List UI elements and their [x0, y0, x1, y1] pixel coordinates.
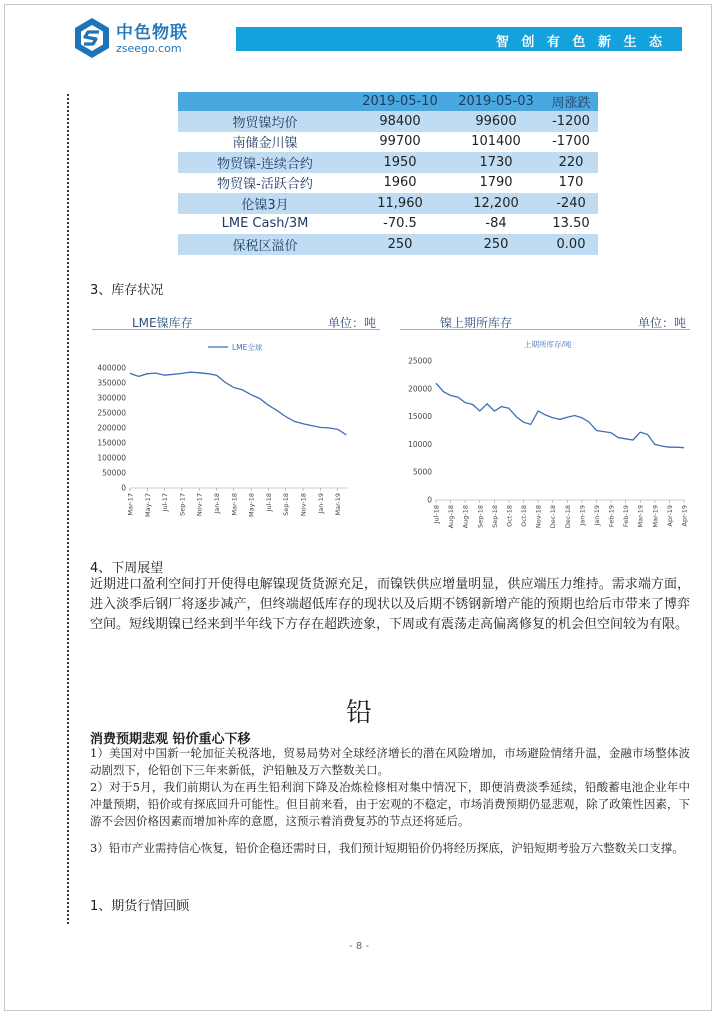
- x-tick-label: Dec-18: [563, 505, 572, 529]
- row-label: 伦镍3月: [178, 193, 352, 214]
- lead-point-2: 2）对于5月，我们前期认为在再生铅利润下降及冶炼检修相对集中情况下，即便消费淡季延续，铅酸蓄电池企业年中冲量预期，铅价或有探底回升可能性。但目前来看，由于宏观的不稳定，市场消费预期仍显悲观，除了政策性因素，下游不会因价格因素而增加补库的意愿，这预示着消费复苏的节点还将延后。: [90, 780, 690, 828]
- table-header-cell: 2019-05-03: [448, 92, 544, 111]
- table-cell: 101400: [448, 132, 544, 153]
- lead-point-3: 3）铅市产业需持信心恢复，铅价企稳还需时日，我们预计短期铅价仍将经历探底，沪铅短期考验万六整数关口支撑。: [90, 841, 684, 855]
- x-tick-label: Jul-18: [264, 493, 273, 512]
- x-tick-label: Sep-17: [178, 493, 187, 516]
- table-header-cell: 2019-05-10: [352, 92, 448, 111]
- table-cell: 220: [544, 152, 598, 173]
- x-tick-label: Apr-19: [680, 505, 689, 527]
- y-tick-label: 0: [121, 483, 126, 493]
- section-heading-futures-review: 1、期货行情回顾: [90, 899, 190, 914]
- table-cell: 1950: [352, 152, 448, 173]
- x-tick-label: Jan-18: [213, 493, 222, 514]
- table-row: [178, 132, 598, 153]
- table-cell: 12,200: [448, 193, 544, 214]
- table-cell: 13.50: [544, 214, 598, 235]
- row-label: 物贸镍-连续合约: [178, 152, 352, 173]
- outlook-paragraph: 近期进口盈利空间打开使得电解镍现货货源充足，而镍铁供应增量明显，供应端压力维持。需求端方面，进入淡季后钢厂将逐步减产，但终端超低库存的现状以及后期不锈钢新增产能的预期也给后市带来了博弈空间。短线期镍已经来到半年线下方存在超跌迹象，下周或有震荡走高偏离修复的机会但空间较为有限。: [90, 577, 690, 632]
- logo-text-cn: 中色物联: [116, 23, 188, 43]
- chart-title: LME镍库存: [132, 316, 193, 330]
- table-cell: -70.5: [352, 214, 448, 235]
- slogan: 智 创 有 色 新 生 态: [495, 35, 666, 50]
- x-tick-label: Oct-18: [520, 505, 529, 527]
- chart-shfe-inventory: [400, 334, 692, 534]
- table-row: [178, 214, 598, 235]
- y-tick-label: 5000: [412, 467, 432, 477]
- y-tick-label: 10000: [408, 439, 432, 449]
- y-tick-label: 150000: [97, 438, 126, 448]
- series-line: [130, 372, 346, 435]
- table-cell: -240: [544, 193, 598, 214]
- table-cell: -84: [448, 214, 544, 235]
- table-cell: 250: [352, 234, 448, 255]
- lead-section-title: 铅: [345, 698, 372, 728]
- table-row: [178, 234, 598, 255]
- margin-dotted-line: [67, 94, 69, 924]
- y-tick-label: 25000: [408, 356, 432, 366]
- lead-point-1: 1）美国对中国新一轮加征关税落地，贸易局势对全球经济增长的潜在风险增加，市场避险情绪升温，金融市场整体波动剧烈下，伦铅创下三年来新低，沪铅触及万六整数关口。: [90, 746, 690, 777]
- row-label: 物贸镍均价: [178, 111, 352, 132]
- table-cell: 0.00: [544, 234, 598, 255]
- chart-unit: 单位：吨: [327, 316, 376, 330]
- series-line: [436, 383, 684, 448]
- section-heading-inventory: 3、库存状况: [90, 283, 164, 298]
- x-tick-label: Nov-17: [195, 493, 204, 517]
- x-tick-label: Oct-18: [505, 505, 514, 527]
- x-tick-label: Jan-19: [316, 493, 325, 514]
- table-cell: 1960: [352, 173, 448, 194]
- x-tick-label: Nov-18: [534, 505, 543, 529]
- x-tick-label: Nov-18: [299, 493, 308, 517]
- x-tick-label: Mar-19: [334, 493, 343, 516]
- x-tick-label: Apr-19: [665, 505, 674, 527]
- x-tick-label: Jan-19: [578, 505, 587, 526]
- y-tick-label: 20000: [408, 384, 432, 394]
- x-tick-label: May-17: [143, 493, 152, 517]
- x-tick-label: Mar-19: [651, 505, 660, 528]
- x-tick-label: Sep-18: [490, 505, 499, 528]
- row-label: 南储金川镍: [178, 132, 352, 153]
- x-tick-label: Feb-19: [622, 505, 631, 528]
- logo: [72, 16, 202, 62]
- logo-mark-icon: [72, 16, 112, 60]
- row-label: 物贸镍-活跃合约: [178, 173, 352, 194]
- x-tick-label: Aug-18: [461, 505, 470, 529]
- y-tick-label: 350000: [97, 378, 126, 388]
- table-header-cell: [178, 92, 352, 111]
- x-tick-label: Jan-19: [592, 505, 601, 526]
- y-tick-label: 15000: [408, 412, 432, 422]
- x-tick-label: Mar-17: [126, 493, 135, 516]
- table-cell: 170: [544, 173, 598, 194]
- lead-subtitle: 消费预期悲观 铅价重心下移: [90, 732, 251, 747]
- x-tick-label: Dec-18: [549, 505, 558, 529]
- x-tick-label: Mar-19: [636, 505, 645, 528]
- table-cell: 99700: [352, 132, 448, 153]
- y-tick-label: 50000: [102, 468, 126, 478]
- table-cell: 250: [448, 234, 544, 255]
- table-cell: 1730: [448, 152, 544, 173]
- table-row: [178, 111, 598, 132]
- x-tick-label: May-18: [247, 493, 256, 517]
- x-tick-label: Aug-18: [447, 505, 456, 529]
- legend-label: LME全球: [232, 343, 263, 352]
- x-tick-label: Mar-18: [230, 493, 239, 516]
- row-label: 保税区溢价: [178, 234, 352, 255]
- table-cell: 98400: [352, 111, 448, 132]
- x-tick-label: Sep-18: [476, 505, 485, 528]
- table-cell: 99600: [448, 111, 544, 132]
- y-tick-label: 0: [427, 495, 432, 505]
- header-banner: [236, 27, 682, 51]
- y-tick-label: 400000: [97, 363, 126, 373]
- page-number: - 8 -: [349, 941, 369, 952]
- table-header-row: [178, 92, 598, 111]
- chart-shfe-header: [400, 313, 690, 330]
- x-tick-label: Jul-18: [432, 505, 441, 524]
- chart-lme-inventory: [86, 334, 356, 534]
- table-row: [178, 152, 598, 173]
- chart-lme-header: [92, 313, 380, 330]
- y-tick-label: 300000: [97, 393, 126, 403]
- y-tick-label: 250000: [97, 408, 126, 418]
- price-table: [178, 92, 598, 255]
- x-tick-label: Jul-17: [161, 493, 170, 512]
- table-cell: 1790: [448, 173, 544, 194]
- table-row: [178, 173, 598, 194]
- table-header-cell: 周涨跌: [544, 92, 598, 111]
- table-cell: 11,960: [352, 193, 448, 214]
- chart-unit: 单位：吨: [637, 316, 686, 330]
- x-tick-label: Feb-19: [607, 505, 616, 528]
- logo-text-en: zseego.com: [116, 42, 182, 55]
- row-label: LME Cash/3M: [178, 214, 352, 235]
- table-cell: -1700: [544, 132, 598, 153]
- table-cell: -1200: [544, 111, 598, 132]
- y-tick-label: 100000: [97, 453, 126, 463]
- legend-label: 上期所库存/吨: [524, 340, 572, 349]
- section-heading-outlook: 4、下周展望: [90, 561, 164, 576]
- chart-title: 镍上期所库存: [440, 316, 513, 330]
- y-tick-label: 200000: [97, 423, 126, 433]
- x-tick-label: Sep-18: [282, 493, 291, 516]
- table-row: [178, 193, 598, 214]
